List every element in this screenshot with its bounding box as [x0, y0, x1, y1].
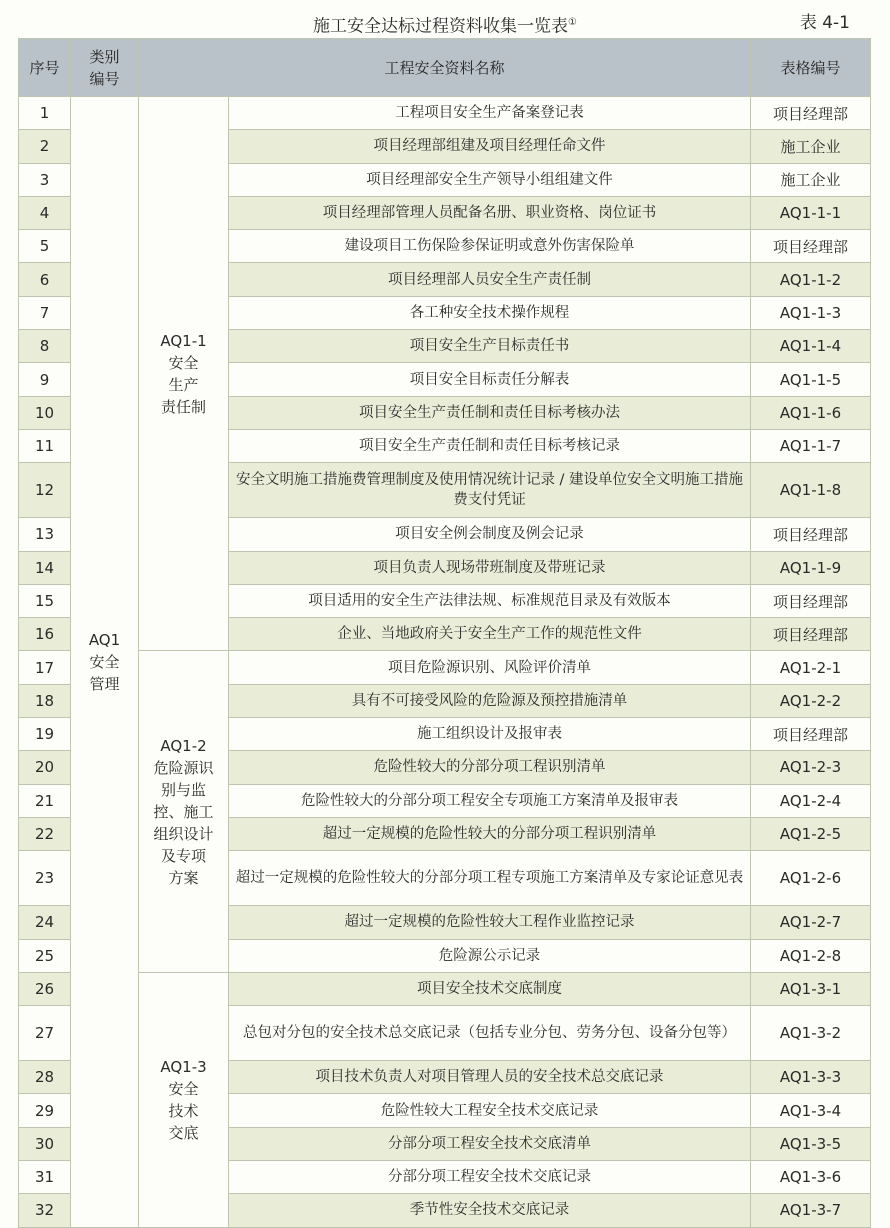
record-name: 企业、当地政府关于安全生产工作的规范性文件	[229, 618, 751, 651]
record-name: 项目经理部安全生产领导小组组建文件	[229, 163, 751, 196]
form-code: AQ1-2-8	[751, 939, 871, 972]
row-number: 4	[19, 196, 71, 229]
form-code: AQ1-3-5	[751, 1127, 871, 1160]
record-name: 工程项目安全生产备案登记表	[229, 97, 751, 130]
record-name: 项目安全生产责任制和责任目标考核办法	[229, 396, 751, 429]
form-code: AQ1-3-2	[751, 1006, 871, 1061]
form-code: AQ1-2-1	[751, 651, 871, 684]
record-name: 具有不可接受风险的危险源及预控措施清单	[229, 684, 751, 717]
record-name: 超过一定规模的危险性较大的分部分项工程专项施工方案清单及专家论证意见表	[229, 851, 751, 906]
row-number: 9	[19, 363, 71, 396]
header-code: 表格编号	[751, 39, 871, 97]
form-code: 项目经理部	[751, 230, 871, 263]
record-name: 季节性安全技术交底记录	[229, 1194, 751, 1227]
row-number: 28	[19, 1061, 71, 1094]
row-number: 21	[19, 784, 71, 817]
form-code: AQ1-3-4	[751, 1094, 871, 1127]
safety-records-table	[18, 38, 871, 1228]
header-category: 类别 编号	[71, 39, 139, 97]
form-code: AQ1-1-7	[751, 429, 871, 462]
form-code: 项目经理部	[751, 718, 871, 751]
record-name: 项目安全生产目标责任书	[229, 330, 751, 363]
record-name: 分部分项工程安全技术交底清单	[229, 1127, 751, 1160]
form-code: AQ1-2-2	[751, 684, 871, 717]
record-name: 危险性较大的分部分项工程识别清单	[229, 751, 751, 784]
document-title	[0, 8, 890, 38]
record-name: 危险性较大的分部分项工程安全专项施工方案清单及报审表	[229, 784, 751, 817]
record-name: 项目安全生产责任制和责任目标考核记录	[229, 429, 751, 462]
row-number: 3	[19, 163, 71, 196]
record-name: 施工组织设计及报审表	[229, 718, 751, 751]
form-code: 项目经理部	[751, 97, 871, 130]
form-code: AQ1-3-6	[751, 1161, 871, 1194]
row-number: 23	[19, 851, 71, 906]
form-code: 施工企业	[751, 163, 871, 196]
row-number: 1	[19, 97, 71, 130]
table-row	[19, 97, 871, 130]
record-name: 项目安全技术交底制度	[229, 972, 751, 1005]
row-number: 20	[19, 751, 71, 784]
form-code: AQ1-2-4	[751, 784, 871, 817]
record-name: 总包对分包的安全技术总交底记录（包括专业分包、劳务分包、设备分包等）	[229, 1006, 751, 1061]
table-body	[19, 97, 871, 1228]
header-no: 序号	[19, 39, 71, 97]
form-code: AQ1-2-5	[751, 817, 871, 850]
header-name: 工程安全资料名称	[139, 39, 751, 97]
record-name: 项目安全目标责任分解表	[229, 363, 751, 396]
record-name: 项目经理部人员安全生产责任制	[229, 263, 751, 296]
record-name: 危险性较大工程安全技术交底记录	[229, 1094, 751, 1127]
form-code: AQ1-1-1	[751, 196, 871, 229]
record-name: 超过一定规模的危险性较大的分部分项工程识别清单	[229, 817, 751, 850]
form-code: AQ1-3-1	[751, 972, 871, 1005]
row-number: 18	[19, 684, 71, 717]
table-row	[19, 651, 871, 684]
form-code: AQ1-1-2	[751, 263, 871, 296]
subcategory-cell: AQ1-1 安全 生产 责任制	[139, 97, 229, 651]
row-number: 17	[19, 651, 71, 684]
form-code: AQ1-1-4	[751, 330, 871, 363]
record-name: 各工种安全技术操作规程	[229, 296, 751, 329]
category-cell: AQ1 安全 管理	[71, 97, 139, 1228]
row-number: 30	[19, 1127, 71, 1160]
row-number: 8	[19, 330, 71, 363]
row-number: 16	[19, 618, 71, 651]
record-name: 项目安全例会制度及例会记录	[229, 518, 751, 551]
form-code: AQ1-1-9	[751, 551, 871, 584]
form-code: AQ1-1-6	[751, 396, 871, 429]
row-number: 14	[19, 551, 71, 584]
subcategory-cell: AQ1-3 安全 技术 交底	[139, 972, 229, 1227]
form-code: AQ1-2-3	[751, 751, 871, 784]
title-footnote: ①	[568, 17, 577, 28]
record-name: 分部分项工程安全技术交底记录	[229, 1161, 751, 1194]
table-header-row	[19, 39, 871, 97]
form-code: AQ1-2-7	[751, 906, 871, 939]
form-code: AQ1-1-3	[751, 296, 871, 329]
row-number: 26	[19, 972, 71, 1005]
subcategory-cell: AQ1-2 危险源识 别与监 控、施工 组织设计 及专项 方案	[139, 651, 229, 972]
row-number: 7	[19, 296, 71, 329]
form-code: 施工企业	[751, 130, 871, 163]
record-name: 安全文明施工措施费管理制度及使用情况统计记录 / 建设单位安全文明施工措施费支付凭证	[229, 463, 751, 518]
row-number: 27	[19, 1006, 71, 1061]
form-code: 项目经理部	[751, 518, 871, 551]
row-number: 25	[19, 939, 71, 972]
row-number: 24	[19, 906, 71, 939]
title-text: 施工安全达标过程资料收集一览表	[313, 16, 569, 37]
form-code: AQ1-1-8	[751, 463, 871, 518]
form-code: 项目经理部	[751, 584, 871, 617]
form-code: AQ1-2-6	[751, 851, 871, 906]
record-name: 项目经理部组建及项目经理任命文件	[229, 130, 751, 163]
row-number: 32	[19, 1194, 71, 1227]
row-number: 11	[19, 429, 71, 462]
record-name: 超过一定规模的危险性较大工程作业监控记录	[229, 906, 751, 939]
row-number: 10	[19, 396, 71, 429]
row-number: 5	[19, 230, 71, 263]
record-name: 建设项目工伤保险参保证明或意外伤害保险单	[229, 230, 751, 263]
row-number: 22	[19, 817, 71, 850]
record-name: 项目技术负责人对项目管理人员的安全技术总交底记录	[229, 1061, 751, 1094]
form-code: AQ1-3-7	[751, 1194, 871, 1227]
row-number: 15	[19, 584, 71, 617]
record-name: 项目负责人现场带班制度及带班记录	[229, 551, 751, 584]
row-number: 12	[19, 463, 71, 518]
record-name: 危险源公示记录	[229, 939, 751, 972]
table-row	[19, 972, 871, 1005]
form-code: AQ1-1-5	[751, 363, 871, 396]
record-name: 项目经理部管理人员配备名册、职业资格、岗位证书	[229, 196, 751, 229]
form-code: 项目经理部	[751, 618, 871, 651]
row-number: 29	[19, 1094, 71, 1127]
row-number: 31	[19, 1161, 71, 1194]
record-name: 项目危险源识别、风险评价清单	[229, 651, 751, 684]
row-number: 2	[19, 130, 71, 163]
record-name: 项目适用的安全生产法律法规、标准规范目录及有效版本	[229, 584, 751, 617]
row-number: 6	[19, 263, 71, 296]
form-code: AQ1-3-3	[751, 1061, 871, 1094]
row-number: 19	[19, 718, 71, 751]
table-number: 表 4-1	[799, 13, 850, 33]
row-number: 13	[19, 518, 71, 551]
